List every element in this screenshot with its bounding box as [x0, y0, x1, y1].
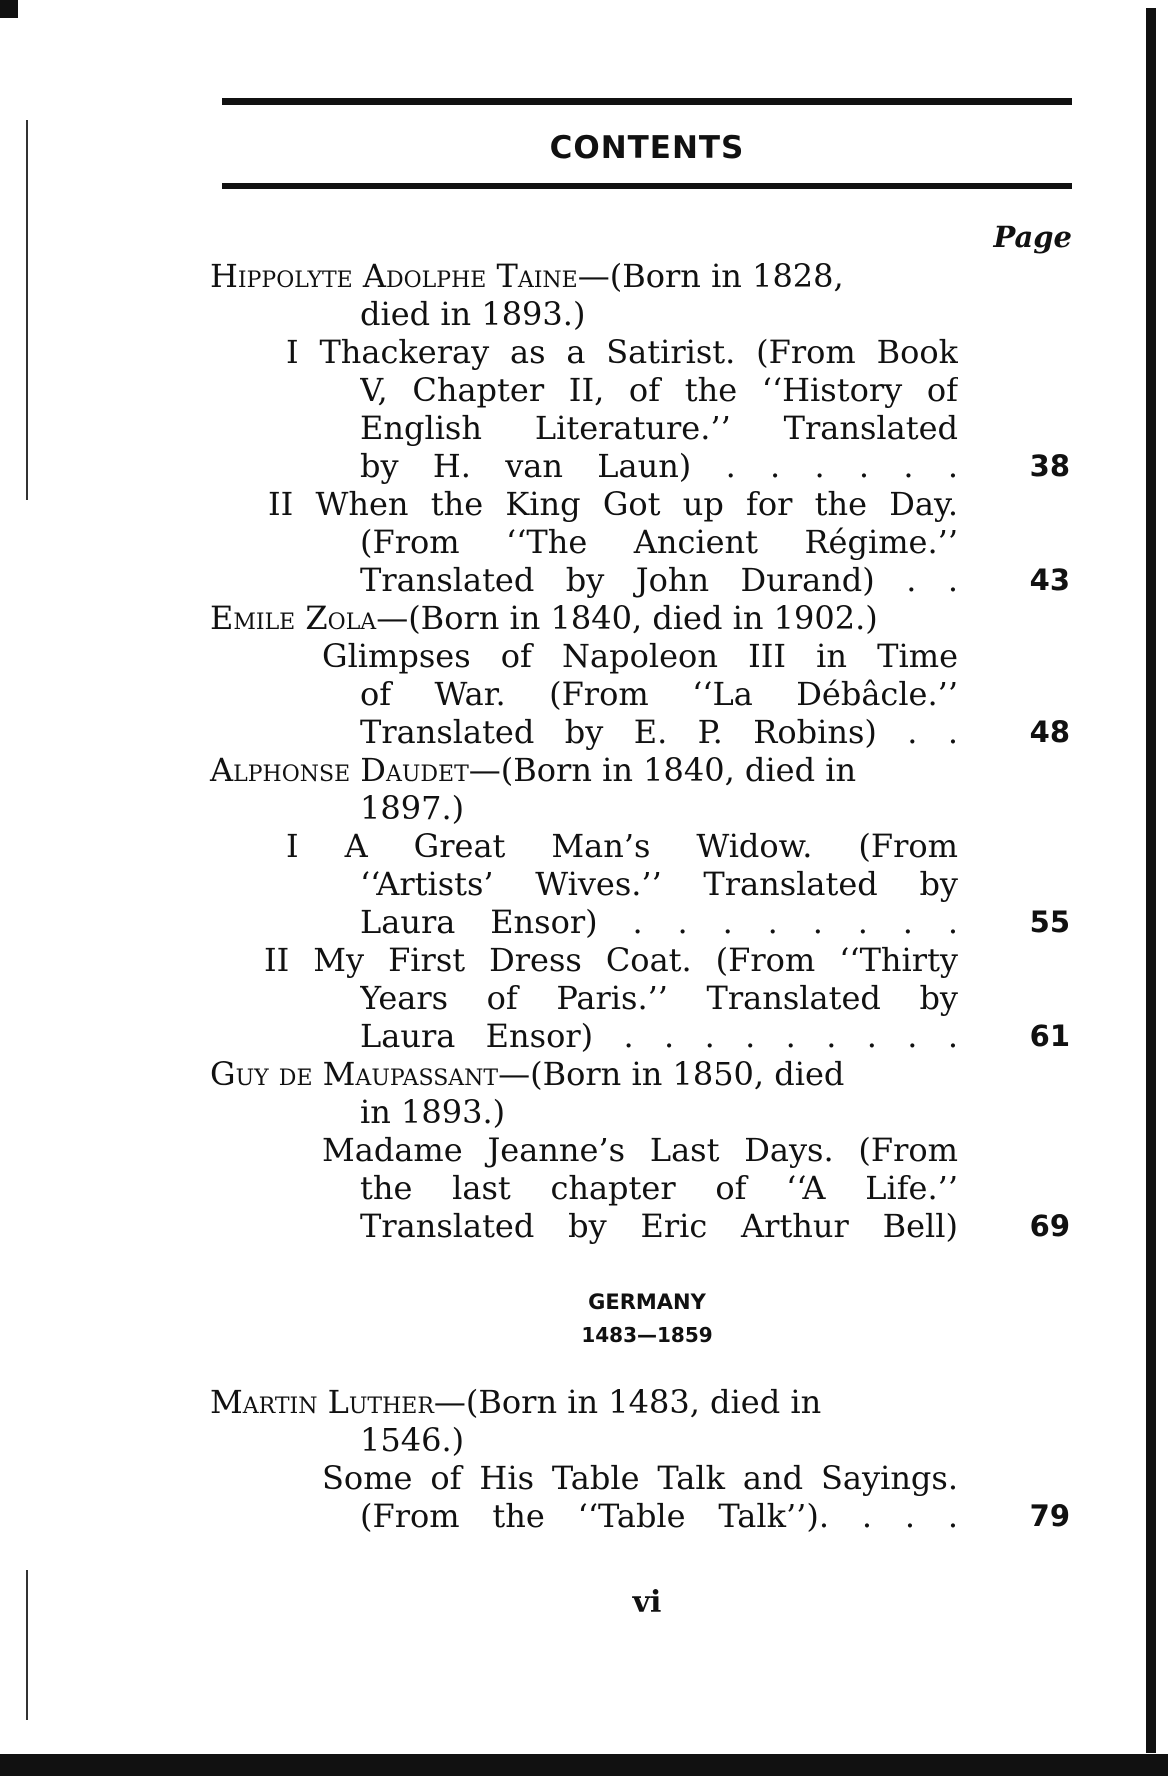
toc-work-line: II My First Dress Coat. (From ‘‘Thirty [264, 941, 958, 979]
author-dates: —(Born in 1828, [577, 257, 844, 295]
author-dates: —(Born in 1840, died in [468, 751, 857, 789]
author-dates-cont: 1897.) [360, 789, 465, 827]
toc-work-line: II When the King Got up for the Day. [268, 485, 958, 523]
page-number: 55 [1029, 905, 1070, 939]
page-column-label: Page [993, 220, 1072, 254]
toc-work-line: Madame Jeanne’s Last Days. (From [322, 1131, 958, 1169]
toc-work-line: Translated by John Durand) . . [360, 561, 958, 599]
author-dates-cont: in 1893.) [360, 1093, 506, 1131]
author-dates: —(Born in 1850, died [498, 1055, 845, 1093]
toc-work-line: ‘‘Artists’ Wives.’’ Translated by [360, 865, 958, 903]
page-number: 48 [1029, 715, 1070, 749]
toc-work-line: by H. van Laun) . . . . . . [360, 447, 958, 485]
page-number: 79 [1029, 1499, 1070, 1533]
toc-work-line: (From the ‘‘Table Talk’’). . . . [360, 1497, 958, 1535]
toc-author [210, 599, 878, 637]
toc-work-line: Some of His Table Talk and Sayings. [322, 1459, 958, 1497]
toc-work-line: (From ‘‘The Ancient Régime.’’ [360, 523, 958, 561]
page-title: CONTENTS [549, 130, 745, 166]
binding-mark-bottom [26, 1570, 28, 1720]
author-name: Emile Zola [210, 599, 377, 637]
author-dates-cont: died in 1893.) [360, 295, 586, 333]
top-rule [222, 98, 1072, 105]
section-years: 1483—1859 [581, 1323, 713, 1347]
toc-author [210, 257, 844, 295]
toc-work-line: Translated by Eric Arthur Bell) [360, 1207, 958, 1245]
section-title: GERMANY [588, 1290, 706, 1314]
author-dates: —(Born in 1840, died in 1902.) [376, 599, 878, 637]
toc-work-line: the last chapter of ‘‘A Life.’’ [360, 1169, 958, 1207]
toc-author [210, 1383, 821, 1421]
toc-work-line: Laura Ensor) . . . . . . . . . [360, 1017, 958, 1055]
author-name: Martin Luther [210, 1383, 434, 1421]
scan-right-edge [1146, 8, 1156, 1753]
toc-work-line: I A Great Man’s Widow. (From [286, 827, 958, 865]
author-name: Guy de Maupassant [210, 1055, 499, 1093]
toc-author [210, 1055, 844, 1093]
binding-mark-top [26, 120, 28, 500]
scan-bottom-edge [0, 1754, 1168, 1776]
page-number: 38 [1029, 449, 1070, 483]
page-number: 43 [1029, 563, 1070, 597]
toc-work-line: V, Chapter II, of the ‘‘History of [360, 371, 958, 409]
toc-work-line: Translated by E. P. Robins) . . [360, 713, 958, 751]
page-number: 69 [1029, 1209, 1070, 1243]
toc-work-line: Years of Paris.’’ Translated by [360, 979, 958, 1017]
toc-author [210, 751, 856, 789]
author-name: Alphonse Daudet [210, 751, 469, 789]
title-rule [222, 183, 1072, 189]
toc-work-line: Laura Ensor) . . . . . . . . [360, 903, 958, 941]
toc-work-line: Glimpses of Napoleon III in Time [322, 637, 958, 675]
author-dates: —(Born in 1483, died in [433, 1383, 822, 1421]
toc-work-line: I Thackeray as a Satirist. (From Book [286, 333, 958, 371]
scan-corner-mark [0, 0, 18, 18]
author-dates-cont: 1546.) [360, 1421, 465, 1459]
toc-work-line: of War. (From ‘‘La Débâcle.’’ [360, 675, 958, 713]
toc-work-line: English Literature.’’ Translated [360, 409, 958, 447]
page-number: 61 [1029, 1019, 1070, 1053]
page-folio: vi [632, 1585, 662, 1620]
author-name: Hippolyte Adolphe Taine [210, 257, 578, 295]
